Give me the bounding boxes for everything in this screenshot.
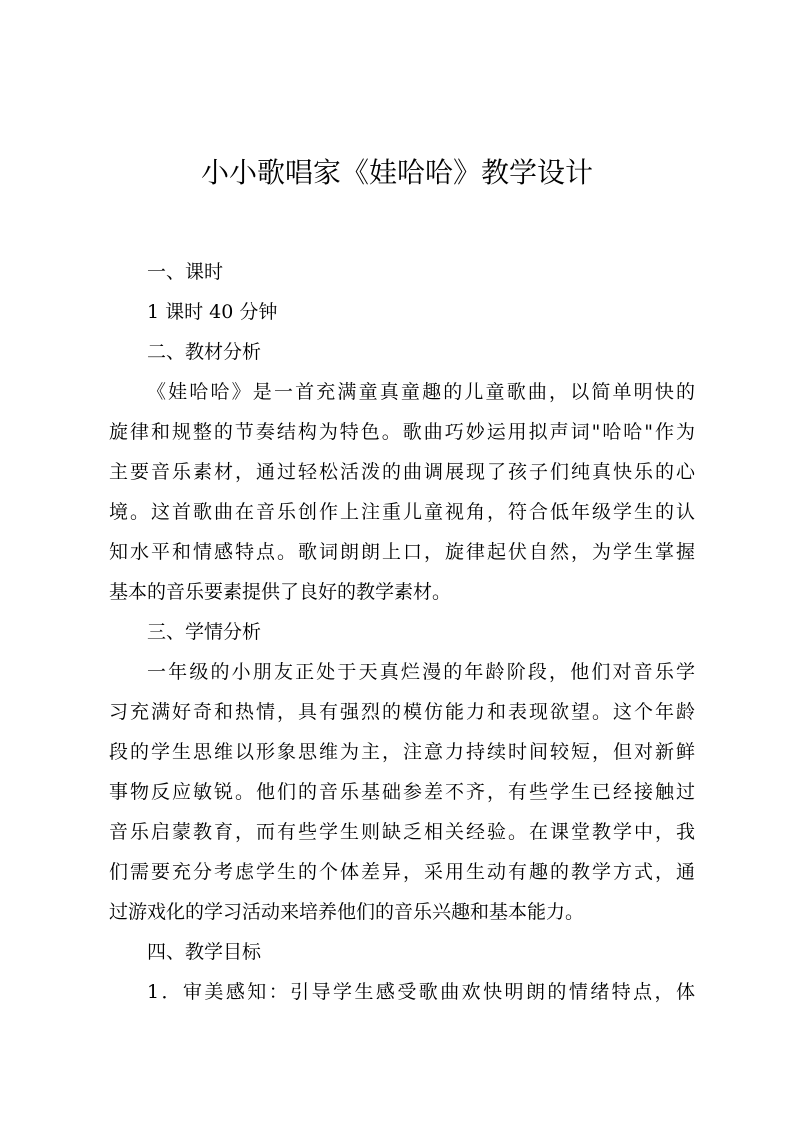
paragraph-line: 主要音乐素材，通过轻松活泼的曲调展现了孩子们纯真快乐的心 bbox=[109, 461, 695, 483]
section-heading-class-hours: 一、课时 bbox=[147, 261, 224, 283]
paragraph-line: 境。这首歌曲在音乐创作上注重儿童视角，符合低年级学生的认 bbox=[109, 501, 695, 523]
page-title: 小小歌唱家《娃哈哈》教学设计 bbox=[200, 156, 593, 189]
section-heading-teaching-goals: 四、教学目标 bbox=[147, 941, 262, 963]
class-hours-text: 1 课时 40 分钟 bbox=[147, 301, 278, 323]
paragraph-line: 们需要充分考虑学生的个体差异，采用生动有趣的教学方式，通 bbox=[109, 861, 695, 883]
paragraph-line: 事物反应敏锐。他们的音乐基础参差不齐，有些学生已经接触过 bbox=[109, 781, 695, 803]
document-body bbox=[109, 252, 695, 1012]
paragraph-line: 旋律和规整的节奏结构为特色。歌曲巧妙运用拟声词"哈哈"作为 bbox=[109, 421, 695, 443]
section-heading-student-analysis: 三、学情分析 bbox=[147, 621, 262, 643]
paragraph-line: 段的学生思维以形象思维为主，注意力持续时间较短，但对新鲜 bbox=[109, 741, 695, 763]
paragraph-line: 基本的音乐要素提供了良好的教学素材。 bbox=[109, 581, 452, 603]
section-heading-textbook-analysis: 二、教材分析 bbox=[147, 341, 262, 363]
paragraph-line: 1．审美感知：引导学生感受歌曲欢快明朗的情绪特点，体 bbox=[147, 981, 695, 1003]
paragraph-line: 过游戏化的学习活动来培养他们的音乐兴趣和基本能力。 bbox=[109, 901, 585, 923]
paragraph-line: 知水平和情感特点。歌词朗朗上口，旋律起伏自然，为学生掌握 bbox=[109, 541, 695, 563]
paragraph-line: 一年级的小朋友正处于天真烂漫的年龄阶段，他们对音乐学 bbox=[147, 661, 695, 683]
paragraph-line: 习充满好奇和热情，具有强烈的模仿能力和表现欲望。这个年龄 bbox=[109, 701, 695, 723]
paragraph-line: 《娃哈哈》是一首充满童真童趣的儿童歌曲，以简单明快的 bbox=[147, 381, 695, 403]
paragraph-line: 音乐启蒙教育，而有些学生则缺乏相关经验。在课堂教学中，我 bbox=[109, 821, 695, 843]
